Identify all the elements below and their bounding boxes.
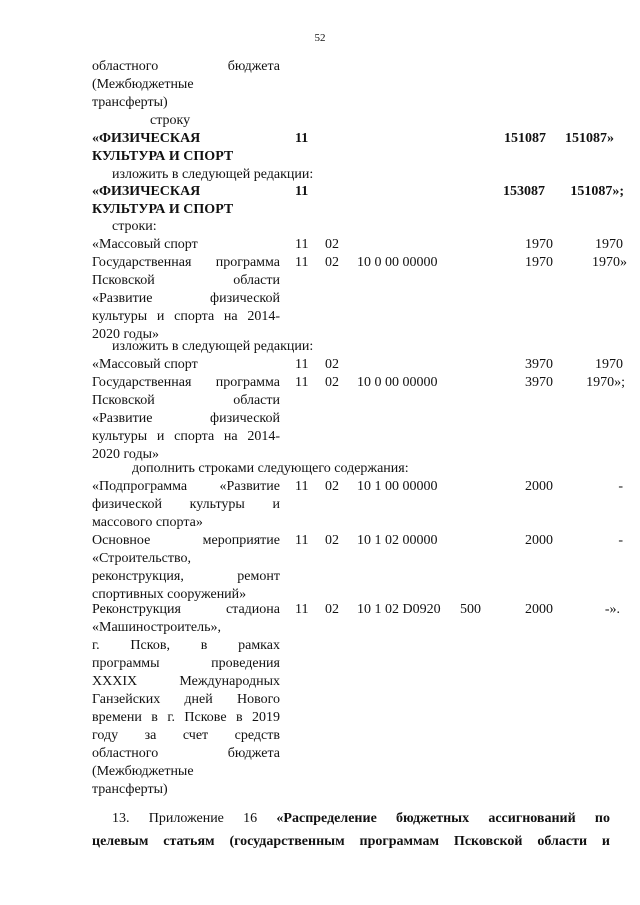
row-name-line: Псковской области	[92, 393, 280, 408]
amount-value: 1970»	[592, 255, 627, 270]
paragraph-13	[92, 807, 610, 853]
amount-value: 1970	[595, 237, 623, 252]
target-article-code: 10 1 02 D0920	[357, 602, 441, 617]
row-name-line: «Развитие физической	[92, 411, 280, 426]
amount-value: 2000	[525, 479, 553, 494]
row-name-line: культуры и спорта на 2014-	[92, 309, 280, 324]
page-number: 52	[314, 32, 326, 44]
row-name-line: массового спорта»	[92, 515, 203, 530]
row-name-line: «Развитие физической	[92, 291, 280, 306]
row-name-line: (Межбюджетные	[92, 77, 194, 92]
amount-value: -	[618, 533, 623, 548]
row-name-line: областного бюджета	[92, 59, 280, 74]
row-name-line: «Массовый спорт	[92, 357, 198, 372]
row-name-line: г. Псков, в рамках	[92, 638, 280, 653]
target-article-code: 10 0 00 00000	[357, 375, 438, 390]
section-code: 11	[295, 533, 309, 548]
row-name-line: «Подпрограмма «Развитие	[92, 479, 280, 494]
row-name-line: физической культуры и	[92, 497, 280, 512]
instruction-text: изложить в следующей редакции:	[112, 339, 314, 354]
row-name-line: «Машиностроитель»,	[92, 620, 221, 635]
row-name-line: «Строительство,	[92, 551, 191, 566]
amount-value: 3970	[525, 357, 553, 372]
row-name-line: КУЛЬТУРА И СПОРТ	[92, 149, 234, 164]
paragraph-line	[92, 830, 610, 853]
row-name-line: (Межбюджетные	[92, 764, 194, 779]
row-name-line: Государственная программа	[92, 255, 280, 270]
row-name-line: «ФИЗИЧЕСКАЯ	[92, 131, 201, 146]
amount-value: 1970»;	[586, 375, 625, 390]
row-name-line: 2020 годы»	[92, 447, 160, 462]
amount-value: 151087»;	[570, 184, 624, 199]
row-name-line: году за счет средств	[92, 728, 280, 743]
subsection-code: 02	[325, 602, 339, 617]
row-name-line: «ФИЗИЧЕСКАЯ	[92, 184, 201, 199]
row-name-line: реконструкция, ремонт	[92, 569, 280, 584]
row-name-line: Ганзейских дней Нового	[92, 692, 280, 707]
amount-value: 3970	[525, 375, 553, 390]
section-code: 11	[295, 237, 309, 252]
row-name-line: культуры и спорта на 2014-	[92, 429, 280, 444]
row-name-line: Государственная программа	[92, 375, 280, 390]
amount-value: 153087	[503, 184, 545, 199]
section-code: 11	[295, 375, 309, 390]
section-code: 11	[295, 131, 309, 146]
section-code: 11	[295, 357, 309, 372]
row-name-line: трансферты)	[92, 95, 168, 110]
amount-value: 1970	[525, 255, 553, 270]
subsection-code: 02	[325, 357, 339, 372]
amount-value: 2000	[525, 602, 553, 617]
amount-value: 1970	[525, 237, 553, 252]
row-name-line: 2020 годы»	[92, 327, 160, 342]
row-name-line: «Массовый спорт	[92, 237, 198, 252]
section-code: 11	[295, 602, 309, 617]
instruction-text: строку	[150, 113, 191, 128]
section-code: 11	[295, 479, 309, 494]
row-name-line: областного бюджета	[92, 746, 280, 761]
subsection-code: 02	[325, 533, 339, 548]
row-name-line: трансферты)	[92, 782, 168, 797]
subsection-code: 02	[325, 237, 339, 252]
paragraph-line	[92, 807, 610, 830]
amount-value: 1970	[595, 357, 623, 372]
subsection-code: 02	[325, 375, 339, 390]
amount-value: -	[618, 479, 623, 494]
amount-value: 2000	[525, 533, 553, 548]
paragraph-bold-text: целевым статьям (государственным программам Псковской области и	[92, 834, 610, 849]
target-article-code: 10 0 00 00000	[357, 255, 438, 270]
row-name-line: КУЛЬТУРА И СПОРТ	[92, 202, 234, 217]
section-code: 11	[295, 184, 309, 199]
expense-type-code: 500	[460, 602, 481, 617]
amount-value: 151087»	[565, 131, 614, 146]
row-name-line: времени в г. Пскове в 2019	[92, 710, 280, 725]
instruction-text: строки:	[112, 219, 157, 234]
subsection-code: 02	[325, 479, 339, 494]
target-article-code: 10 1 00 00000	[357, 479, 438, 494]
subsection-code: 02	[325, 255, 339, 270]
instruction-text: дополнить строками следующего содержания:	[132, 461, 409, 476]
row-name-line: программы проведения	[92, 656, 280, 671]
paragraph-bold-text: «Распределение бюджетных ассигнований по	[276, 811, 610, 826]
row-name-line: Основное мероприятие	[92, 533, 280, 548]
amount-value: 151087	[504, 131, 546, 146]
row-name-line: Реконструкция стадиона	[92, 602, 280, 617]
row-name-line: спортивных сооружений»	[92, 587, 247, 602]
section-code: 11	[295, 255, 309, 270]
target-article-code: 10 1 02 00000	[357, 533, 438, 548]
row-name-line: Псковской области	[92, 273, 280, 288]
paragraph-plain-text: 13. Приложение 16	[112, 811, 277, 826]
row-name-line: XXXIX Международных	[92, 674, 280, 689]
instruction-text: изложить в следующей редакции:	[112, 167, 314, 182]
amount-value: -».	[604, 602, 620, 617]
